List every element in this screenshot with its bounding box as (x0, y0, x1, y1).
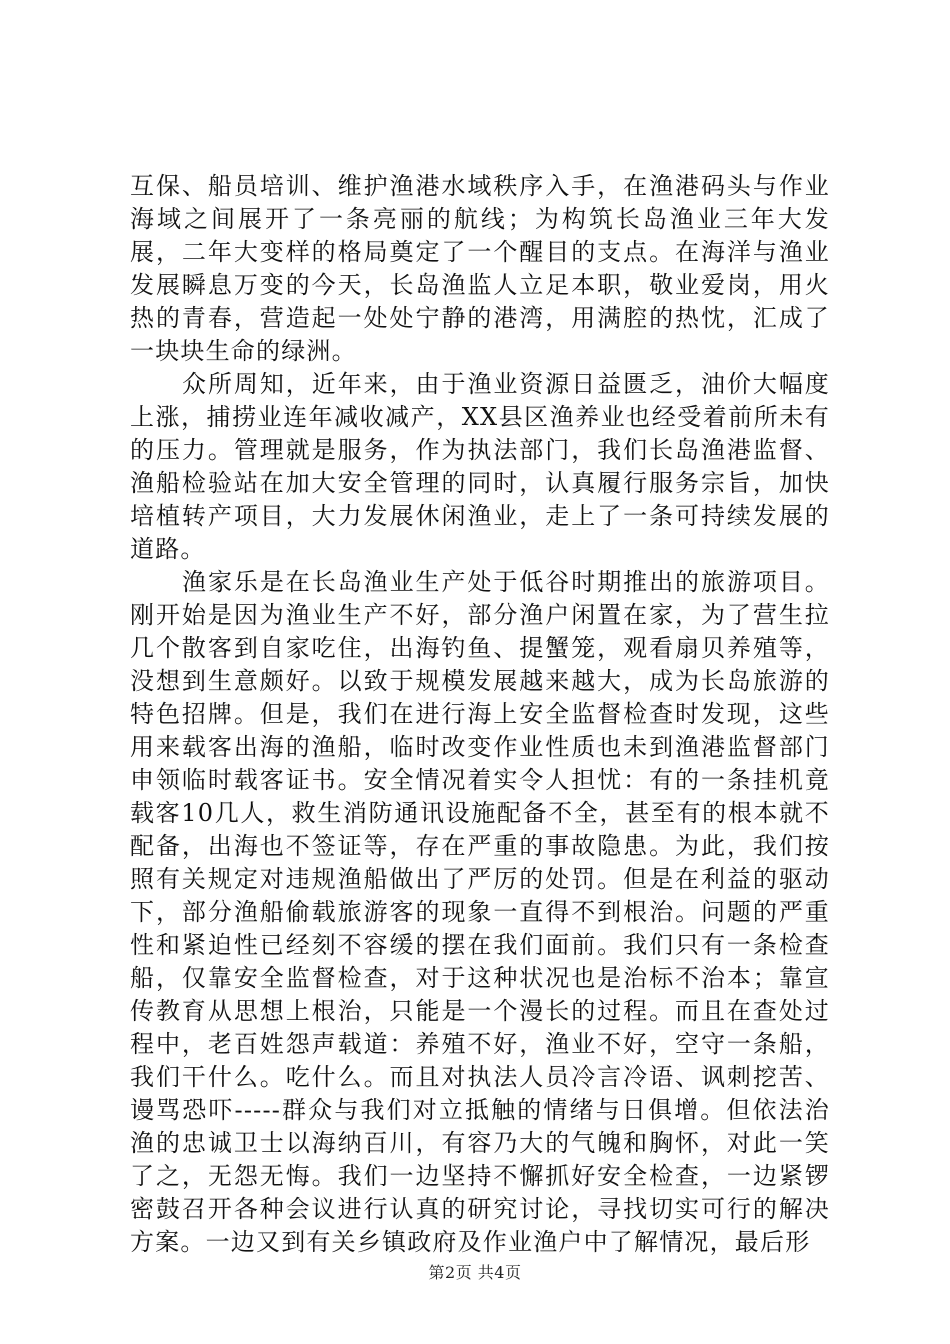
paragraph-3: 渔家乐是在长岛渔业生产处于低谷时期推出的旅游项目。刚开始是因为渔业生产不好，部分渔户闲置在家，为了营生拉几个散客到自家吃住，出海钓鱼、提蟹笼，观看扇贝养殖等，没想到生意颇好。以致于规模发展越来越大，成为长岛旅游的特色招牌。但是，我们在进行海上安全监督检查时发现，这些用来载客出海的渔船，临时改变作业性质也未到渔港监督部门申领临时载客证书。安全情况着实令人担忧：有的一条挂机竟载客10几人，救生消防通讯设施配备不全，甚至有的根本就不配备，出海也不签证等，存在严重的事故隐患。为此，我们按照有关规定对违规渔船做出了严厉的处罚。但是在利益的驱动下，部分渔船偷载旅游客的现象一直得不到根治。问题的严重性和紧迫性已经刻不容缓的摆在我们面前。我们只有一条检查船，仅靠安全监督检查，对于这种状况也是治标不治本；靠宣传教育从思想上根治，只能是一个漫长的过程。而且在查处过程中，老百姓怨声载道：养殖不好，渔业不好，空守一条船，我们干什么。吃什么。而且对执法人员冷言冷语、讽刺挖苦、谩骂恐吓-----群众与我们对立抵触的情绪与日俱增。但依法治渔的忠诚卫士以海纳百川，有容乃大的气魄和胸怀，对此一笑了之，无怨无悔。我们一边坚持不懈抓好安全检查，一边紧锣密鼓召开各种会议进行认真的研究讨论，寻找切实可行的解决方案。一边又到有关乡镇政府及作业渔户中了解情况，最后形 (130, 568, 830, 1256)
paragraph-2: 众所周知，近年来，由于渔业资源日益匮乏，油价大幅度上涨，捕捞业连年减收减产，XX县区渔养业也经受着前所未有的压力。管理就是服务，作为执法部门，我们长岛渔港监督、渔船检验站在加大安全管理的同时，认真履行服务宗旨，加快培植转产项目，大力发展休闲渔业，走上了一条可持续发展的道路。 (130, 370, 830, 563)
document-body (130, 170, 830, 1259)
paragraph-1: 互保、船员培训、维护渔港水域秩序入手，在渔港码头与作业海域之间展开了一条亮丽的航线；为构筑长岛渔业三年大发展，二年大变样的格局奠定了一个醒目的支点。在海洋与渔业发展瞬息万变的今天，长岛渔监人立足本职，敬业爱岗，用火热的青春，营造起一处处宁静的港湾，用满腔的热忱，汇成了一块块生命的绿洲。 (130, 172, 830, 365)
page-footer: 第2页 共4页 (428, 1263, 522, 1282)
